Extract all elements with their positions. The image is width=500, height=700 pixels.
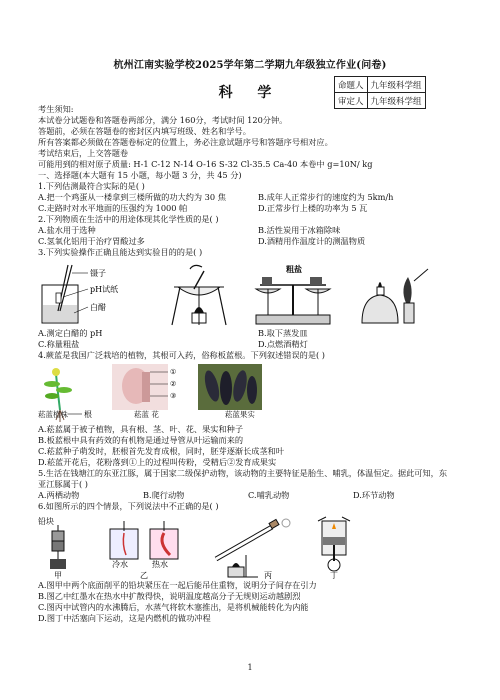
q4-option-a: A.菘蓝属于被子植物，具有根、茎、叶、花、果实和种子 (38, 424, 244, 434)
fig-label-3: ③ (170, 392, 177, 400)
q1-option-d: D.正常步行上楼的功率为 5 瓦 (258, 203, 368, 213)
q5-option-c: C.哺乳动物 (248, 490, 290, 500)
q2-option-c: C.氢氧化铝用于治疗胃酸过多 (38, 236, 145, 246)
q5-stem-cont: 亚江豚属于( ) (38, 479, 88, 489)
reviewer-value: 九年级科学组 (367, 93, 425, 109)
q5-option-a: A.两栖动物 (38, 490, 80, 500)
evaporating-dish-figure (164, 263, 234, 327)
q1-stem: 1.下列估测最符合实际的是( ) (38, 181, 145, 191)
fig-label-cold: 冷水 (112, 560, 128, 569)
q4-stem: 4.蕨蓝是我国广泛栽培的植物，其根可入药，俗称板蓝根。下列叙述错误的是( ) (38, 350, 325, 360)
q6-stem: 6.如图所示的四个情景，下列说法中不正确的是( ) (38, 501, 219, 511)
q2-stem: 2.下列物质在生活中的用途体现其化学性质的是( ) (38, 214, 219, 224)
fig-label-lead: 铅块 (38, 517, 54, 526)
exam-content (38, 104, 468, 624)
fig-label-salt: 粗盐 (286, 264, 302, 274)
notice-line: 考试结束后，上交答题卷 (38, 148, 129, 158)
caption-fruit: 菘蓝果实 (224, 410, 255, 419)
q3-option-b: B.取下蒸发皿 (258, 328, 308, 338)
fig-label-yi: 乙 (140, 571, 148, 579)
fig-label-hot: 热水 (152, 560, 168, 569)
q6-option-d: D.图丁中活塞向下运动，这是内燃机的做功冲程 (38, 613, 211, 623)
q6-option-c: C.图丙中试管内的水沸腾后，水蒸气将软木塞推出，是将机械能转化为内能 (38, 602, 309, 612)
author-row (335, 77, 426, 93)
q5-option-b: B.爬行动物 (143, 490, 185, 500)
balance-figure (248, 263, 338, 327)
author-label: 命题人 (335, 77, 368, 93)
q5-stem: 5.生活在钱塘江的东亚江豚，属于国家二级保护动物，该动物的主要特征是胎生、哺乳，体温恒定。据此可知，东 (38, 468, 448, 478)
notice-line: 所有答案都必须做在答题卷标定的位置上，务必注意试题序号和答题序号相对应。 (38, 137, 333, 147)
q1-option-b: B.成年人正常步行的速度约为 5km/h (258, 192, 394, 202)
ph-test-figure (38, 263, 150, 327)
subject-title: 科 学 (218, 85, 282, 101)
q4-option-b: B.板蓝根中具有药效的有机物是通过导管从叶运输而来的 (38, 435, 244, 445)
q3-stem: 3.下列实验操作正确且能达到实验目的的是( ) (38, 247, 203, 257)
fig-label-ding: 丁 (330, 571, 338, 579)
notice-heading: 考生须知: (38, 104, 74, 114)
q3-figures (38, 259, 468, 327)
fig-label-jia: 甲 (54, 571, 62, 579)
exam-title: 杭州江南实验学校2025学年第二学期九年级独立作业(问卷) (113, 60, 387, 71)
q4-option-d: D.菘蓝开花后，花粉落到①上的过程叫传粉，受精后②发育成果实 (38, 457, 277, 467)
q3-option-d: D.点燃酒精灯 (258, 339, 308, 349)
engine-stroke-figure (308, 515, 368, 579)
q3-option-a: A.测定白醋的 pH (38, 328, 103, 338)
q2-option-b: B.活性炭用于冰箱除味 (258, 225, 341, 235)
page-number: 1 (247, 663, 253, 672)
section-heading: 一、选择题(本大题有 15 小题，每小题 3 分，共 45 分) (38, 170, 242, 180)
notice-line: 答题前，必须在答题卷的密封区内填写班级、姓名和学号。 (38, 126, 251, 136)
q2-option-d: D.酒精用作温度计的测温物质 (258, 236, 366, 246)
q6-figures (38, 513, 468, 579)
caption-flower: 菘蓝 花 (134, 410, 159, 419)
q4-figure-captions (38, 409, 468, 420)
lead-blocks-figure (38, 515, 94, 579)
q1-option-a: A.把一个鸡蛋从一楼拿到三楼所做的功大约为 30 焦 (38, 192, 226, 202)
notice-line: 本试卷分试题卷和答题卷两部分，满分 160分，考试时间 120分钟。 (38, 115, 288, 125)
notice-line: 可能用到的相对原子质量: H-1 C-12 N-14 O-16 S-32 Cl-35.5 Ca-40 本卷中 g=10N/ kg (38, 159, 373, 169)
q4-option-c: C.菘蓝种子萌发时，胚根首先发育成根，同时，胚芽逐渐长成茎和叶 (38, 446, 285, 456)
q3-option-c: C.称量粗盐 (38, 339, 80, 349)
ink-diffusion-figure (104, 515, 192, 579)
q6-option-a: A.图甲中两个底面削平的铅块紧压在一起后能吊住重物，说明分子间存在引力 (38, 580, 317, 590)
fig-label-root: 根 (84, 410, 92, 419)
author-value: 九年级科学组 (367, 77, 425, 93)
fig-label-tweezers: 镊子 (90, 269, 106, 278)
fig-label-ph-paper: pH试纸 (90, 285, 119, 294)
fig-label-2: ② (170, 380, 177, 388)
fig-label-1: ① (170, 368, 177, 376)
reviewer-label: 审定人 (335, 93, 368, 109)
q1-option-c: C.走路时对水平地面的压强约为 1000 帕 (38, 203, 188, 213)
q6-option-b: B.图乙中红墨水在热水中扩散得快，说明温度越高分子无规则运动越剧烈 (38, 591, 301, 601)
q5-option-d: D.环节动物 (353, 490, 395, 500)
q2-option-a: A.盐水用于选种 (38, 225, 96, 235)
fig-label-bing: 丙 (264, 571, 272, 579)
steam-cork-figure (202, 515, 298, 579)
caption-plant: 菘蓝植株 (38, 410, 68, 419)
alcohol-lamp-figure (352, 263, 432, 327)
fig-label-vinegar: 白醋 (90, 303, 106, 312)
